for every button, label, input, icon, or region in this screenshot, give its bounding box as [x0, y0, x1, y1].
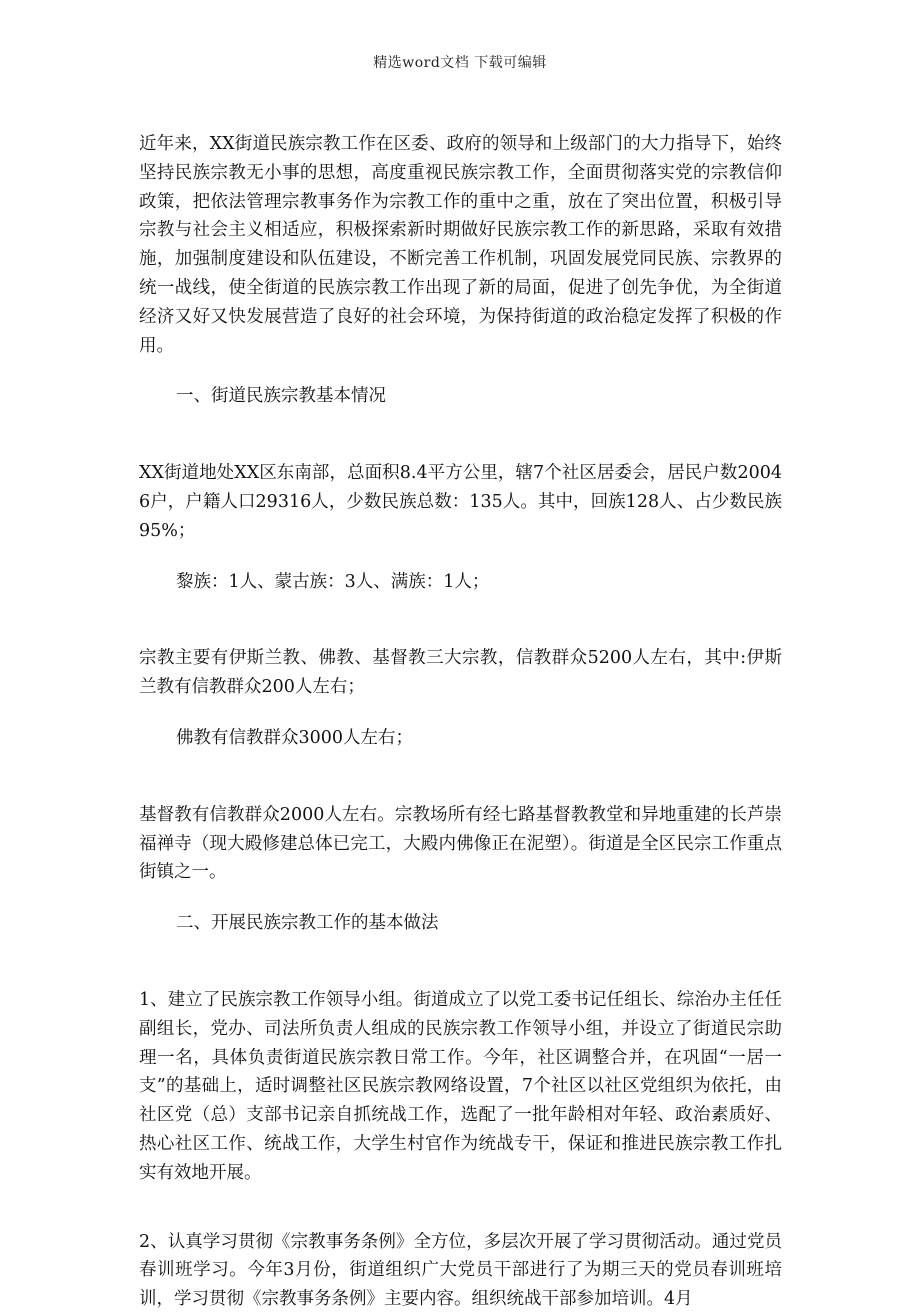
document-body — [139, 130, 782, 1314]
christianity-paragraph: 基督教有信教群众2000人左右。宗教场所有经七路基督教教堂和异地重建的长芦崇福禅寺（现大殿修建总体已完工，大殿内佛像正在泥塑）。街道是全区民宗工作重点街镇之一。 — [139, 804, 782, 883]
section-heading-2: 二、开展民族宗教工作的基本做法 — [176, 913, 439, 934]
measure-1-paragraph: 1、建立了民族宗教工作领导小组。街道成立了以党工委书记任组长、综治办主任任副组长，党办、司法所负责人组成的民族宗教工作领导小组，并设立了街道民宗助理一名，具体负责街道民族宗教日常工作。今年，社区调整合并，在巩固“一居一支”的基础上，适时调整社区民族宗教网络设置，7个社区以社区党组织为依托，由社区党（总）支部书记亲自抓统战工作，选配了一批年龄相对年轻、政治素质好、热心社区工作、统战工作，大学生村官作为统战专干，保证和推进民族宗教工作扎实有效地开展。 — [139, 989, 782, 1183]
ethnic-minorities-paragraph: 黎族：1人、蒙古族：3人、满族：1人； — [176, 571, 490, 592]
section-heading-1: 一、街道民族宗教基本情况 — [176, 386, 386, 407]
buddhism-paragraph: 佛教有信教群众3000人左右； — [176, 727, 414, 748]
religions-paragraph: 宗教主要有伊斯兰教、佛教、基督教三大宗教，信教群众5200人左右，其中:伊斯兰教有信教群众200人左右； — [139, 648, 782, 698]
measure-2-paragraph: 2、认真学习贯彻《宗教事务条例》全方位，多层次开展了学习贯彻活动。通过党员春训班学习。今年3月份，街道组织广大党员干部进行了为期三天的党员春训班培训，学习贯彻《宗教事务条例》主要内容。组织统战干部参加培训。4月 — [139, 1231, 782, 1310]
page-header: 精选word文档 下载可编辑 — [373, 55, 547, 71]
basic-situation-paragraph: XX街道地处XX区东南部，总面积8.4平方公里，辖7个社区居委会，居民户数20046户，户籍人口29316人，少数民族总数：135人。其中，回族128人、占少数民族95%； — [139, 463, 782, 541]
intro-paragraph: 近年来，XX街道民族宗教工作在区委、政府的领导和上级部门的大力指导下，始终坚持民族宗教无小事的思想，高度重视民族宗教工作，全面贯彻落实党的宗教信仰政策，把依法管理宗教事务作为宗教工作的重中之重，放在了突出位置，积极引导宗教与社会主义相适应，积极探索新时期做好民族宗教工作的新思路，采取有效措施，加强制度建设和队伍建设，不断完善工作机制，巩固发展党同民族、宗教界的统一战线，使全街道的民族宗教工作出现了新的局面，促进了创先争优，为全街道经济又好又快发展营造了良好的社会环境，为保持街道的政治稳定发挥了积极的作用。 — [139, 134, 782, 356]
